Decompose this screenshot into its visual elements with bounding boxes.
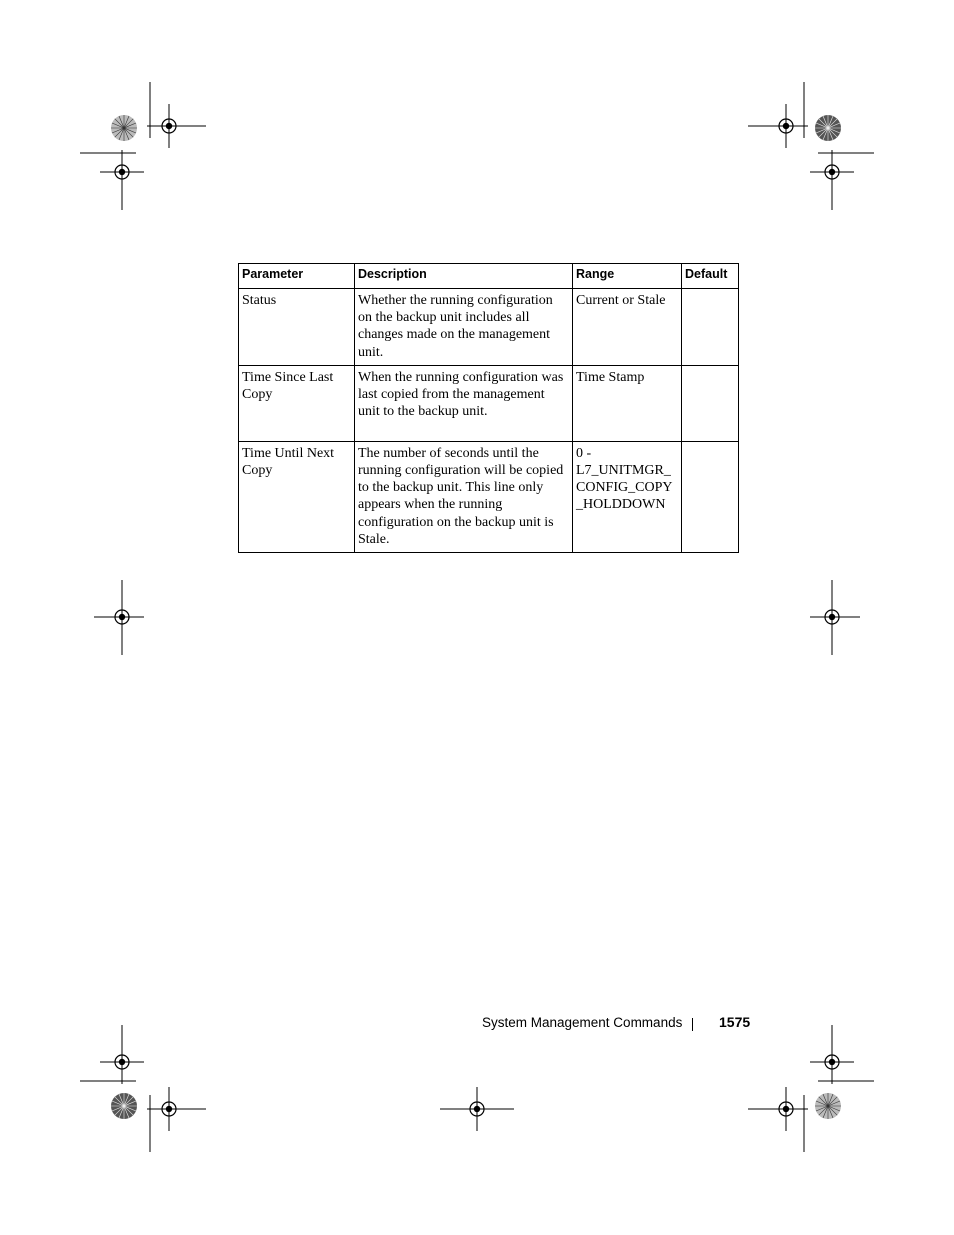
header-default: Default (682, 264, 739, 289)
cell-default (682, 441, 739, 552)
page-number: 1575 (719, 1014, 751, 1030)
cell-description: Whether the running configuration on the backup unit includes all changes made on the management unit. (355, 289, 573, 366)
header-parameter: Parameter (239, 264, 355, 289)
cell-parameter: Time Until Next Copy (239, 441, 355, 552)
cell-description: When the running configuration was last copied from the management unit to the backup unit. (355, 365, 573, 441)
cell-default (682, 365, 739, 441)
table-row (239, 441, 739, 552)
cell-range: Time Stamp (573, 365, 682, 441)
cell-description: The number of seconds until the running configuration will be copied to the backup unit. This line only appears when the running configuration on the backup unit is Stale. (355, 441, 573, 552)
footer-section-title: System Management Commands (482, 1015, 683, 1030)
cell-range: Current or Stale (573, 289, 682, 366)
cell-parameter: Time Since Last Copy (239, 365, 355, 441)
footer-separator (692, 1018, 693, 1031)
table-header-row (239, 264, 739, 289)
table-row (239, 289, 739, 366)
cell-parameter: Status (239, 289, 355, 366)
table-row (239, 365, 739, 441)
header-description: Description (355, 264, 573, 289)
cell-range: 0 - L7_UNITMGR_ CONFIG_COPY _HOLDDOWN (573, 441, 682, 552)
parameter-table (238, 263, 739, 553)
cell-default (682, 289, 739, 366)
header-range: Range (573, 264, 682, 289)
